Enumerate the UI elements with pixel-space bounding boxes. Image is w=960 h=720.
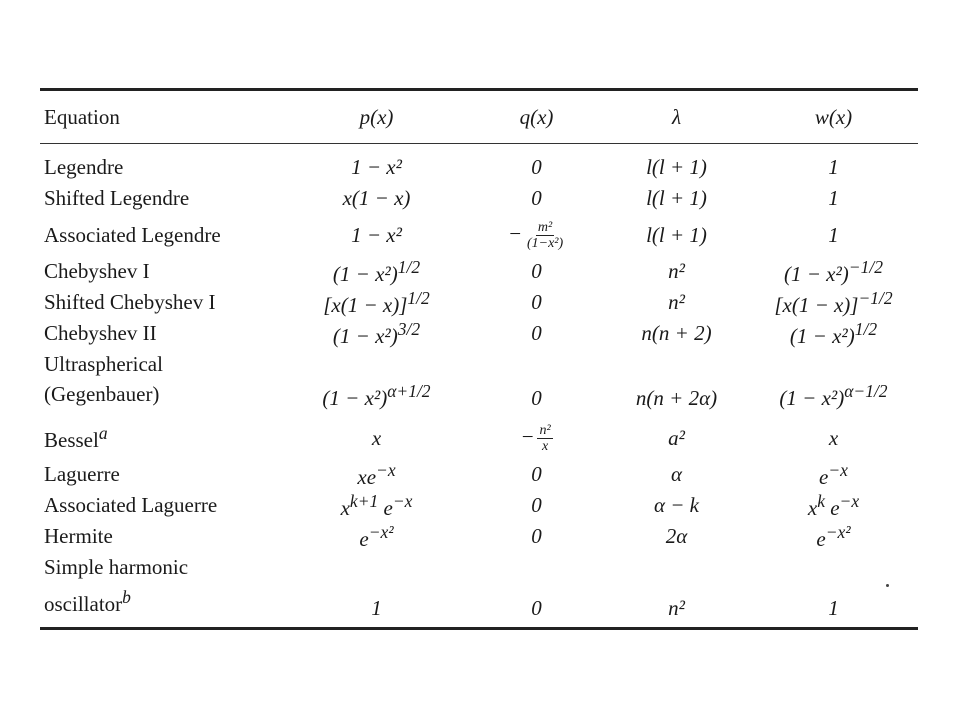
table-row [40, 256, 918, 287]
p-cell: $(1 - x^2)^{3/2}$ [332, 318, 421, 348]
w-cell: 1 [828, 186, 839, 210]
table-row [40, 183, 918, 214]
p-cell: $[x(1 - x)]^{1/2}$ [323, 287, 430, 317]
header-lambda: λ [671, 104, 682, 129]
w-cell: $x^k$ $e^{-x}$ [807, 490, 860, 520]
header-p: p(x) [359, 104, 394, 129]
lambda-cell: n² [668, 596, 685, 620]
lambda-cell: α − k [653, 493, 699, 517]
p-cell: x(1 − x) [342, 186, 411, 210]
lambda-cell: l(l + 1) [646, 186, 707, 210]
lambda-cell: l(l + 1) [646, 222, 707, 247]
equations-table-body [40, 144, 918, 627]
w-cell: 1 [828, 222, 839, 247]
table-row [40, 490, 918, 521]
equations-table [40, 91, 918, 143]
q-cell: 0 [531, 386, 542, 410]
lambda-cell: n² [668, 259, 685, 283]
bottom-rule [40, 627, 918, 630]
q-cell: 0 [531, 321, 542, 345]
q-cell: 0 [531, 155, 542, 179]
w-cell: $(1 - x^2)^{\alpha-1/2}$ [779, 381, 888, 410]
table-row [40, 318, 918, 349]
lambda-cell: n(n + 2) [641, 321, 712, 345]
equation-name-cell: Ultraspherical (Gegenbauer) [44, 352, 163, 406]
equations-table-container [40, 88, 918, 630]
table-row [40, 552, 918, 627]
equation-name-cell: Simple harmonic oscillator$^b$ [44, 555, 189, 616]
table-body [40, 144, 918, 627]
q-cell: 0 [531, 462, 542, 486]
header-equation: Equation [44, 104, 120, 129]
q-cell: 0 [531, 493, 542, 517]
equation-name-cell: Hermite [44, 524, 113, 548]
lambda-cell: 2α [665, 524, 688, 548]
header-w: w(x) [814, 104, 853, 129]
equation-name-cell: Associated Legendre [44, 222, 221, 247]
w-cell: $(1 - x^2)^{1/2}$ [789, 318, 878, 348]
equation-name-cell: Chebyshev I [44, 259, 150, 283]
equation-name-cell: Legendre [44, 155, 124, 179]
p-cell: $(1 - x^2)^{1/2}$ [332, 256, 421, 286]
p-cell: 1 − x² [351, 222, 402, 247]
q-cell: − $\frac{\text{n²}}{x}$ [520, 422, 551, 454]
p-cell: $e^{-x^2}$ [359, 521, 394, 551]
lambda-cell: α [670, 462, 683, 486]
q-cell: 0 [531, 259, 542, 283]
table-row [40, 214, 918, 256]
q-cell: 0 [531, 290, 542, 314]
header-row [40, 91, 918, 143]
lambda-cell: l(l + 1) [646, 155, 707, 179]
equation-name-cell: Shifted Chebyshev I [44, 290, 216, 314]
p-cell: $xe^{-x}$ [357, 459, 396, 489]
table-row [40, 287, 918, 318]
lambda-cell: a² [668, 425, 685, 450]
table-row [40, 417, 918, 459]
w-cell: 1 [828, 596, 839, 620]
p-cell: 1 [371, 596, 382, 620]
q-cell: 0 [531, 186, 542, 210]
equation-name-cell: Bessel$^a$ [44, 423, 108, 452]
p-cell: 1 − x² [351, 155, 402, 179]
w-cell: $e^{-x}$ [819, 459, 848, 489]
lambda-cell: n² [668, 290, 685, 314]
p-cell: $(1 - x^2)^{\alpha+1/2}$ [322, 381, 431, 410]
equation-name-cell: Associated Laguerre [44, 493, 218, 517]
w-cell: $[x(1 - x)]^{-1/2}$ [774, 287, 893, 317]
lambda-cell: n(n + 2α) [635, 386, 718, 410]
equation-name-cell: Chebyshev II [44, 321, 157, 345]
q-cell: − $\frac{\text{m²}}{\text{(1−x²)}}$ [507, 219, 564, 251]
p-cell: $x^{k+1}$ $e^{-x}$ [340, 490, 413, 520]
w-cell: $(1 - x^2)^{-1/2}$ [784, 256, 883, 286]
equation-name-cell: Laguerre [44, 462, 120, 486]
header-q: q(x) [519, 104, 554, 129]
table-row [40, 459, 918, 490]
table-row [40, 521, 918, 552]
p-cell: x [371, 425, 382, 450]
q-cell: 0 [531, 524, 542, 548]
table-row [40, 144, 918, 183]
stray-mark [886, 584, 889, 587]
w-cell: $e^{-x^2}$ [816, 521, 851, 551]
q-cell: 0 [531, 596, 542, 620]
w-cell: x [828, 425, 839, 450]
equation-name-cell: Shifted Legendre [44, 186, 190, 210]
table-row [40, 349, 918, 417]
w-cell: 1 [828, 155, 839, 179]
